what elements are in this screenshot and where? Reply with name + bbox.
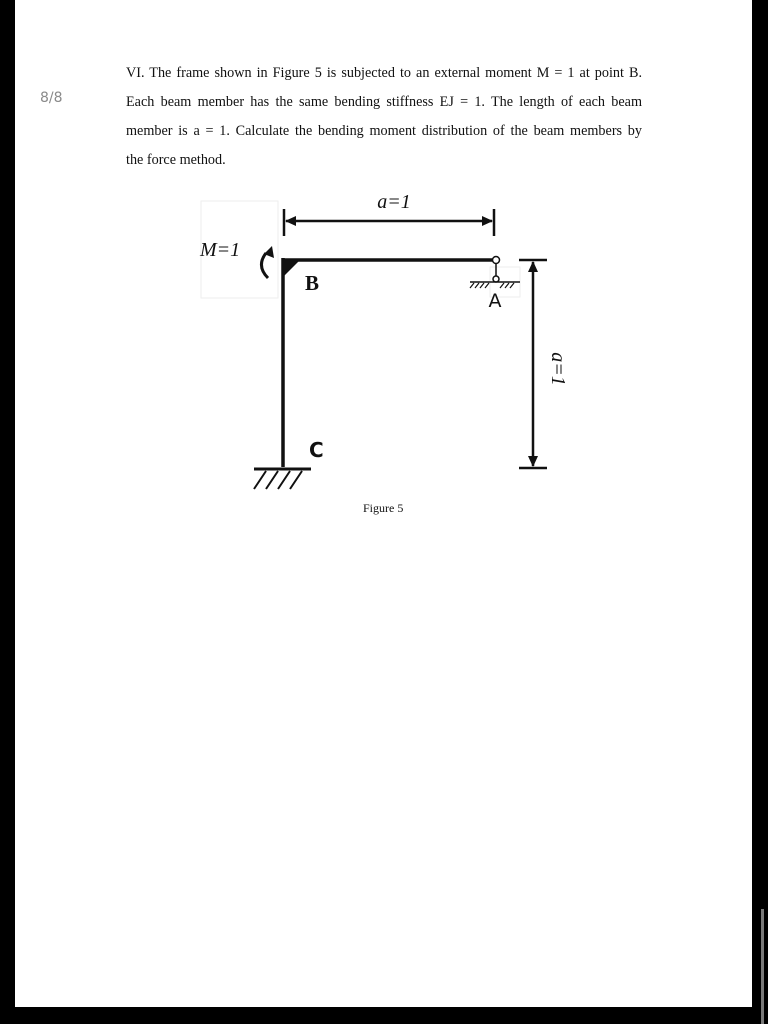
- node-a-label: A: [488, 290, 502, 312]
- node-b-label: B: [305, 271, 320, 295]
- node-c-label: C: [309, 438, 324, 462]
- figure-caption: Figure 5: [363, 501, 404, 515]
- horizontal-dimension-line: [284, 209, 494, 236]
- moment-arrow-icon: [261, 246, 274, 278]
- problem-line-2: Each beam member has the same bending stiffness EJ = 1. The length of each beam: [126, 94, 642, 110]
- page-indicator: 8/8: [40, 90, 63, 106]
- fixed-support-c: [254, 469, 311, 489]
- problem-line-1: VI. The frame shown in Figure 5 is subjected to an external moment M = 1 at point B.: [126, 65, 642, 81]
- moment-label: M=1: [200, 239, 241, 261]
- horizontal-dimension-label: a=1: [377, 191, 411, 213]
- vertical-dimension-label: a=1: [547, 352, 569, 386]
- problem-line-4: the force method.: [126, 152, 226, 168]
- rigid-joint-b: [283, 260, 300, 277]
- vertical-dimension-line: [519, 260, 547, 468]
- vertical-scrollbar[interactable]: [761, 909, 764, 1024]
- problem-line-3: member is a = 1. Calculate the bending moment distribution of the beam members by: [126, 123, 642, 139]
